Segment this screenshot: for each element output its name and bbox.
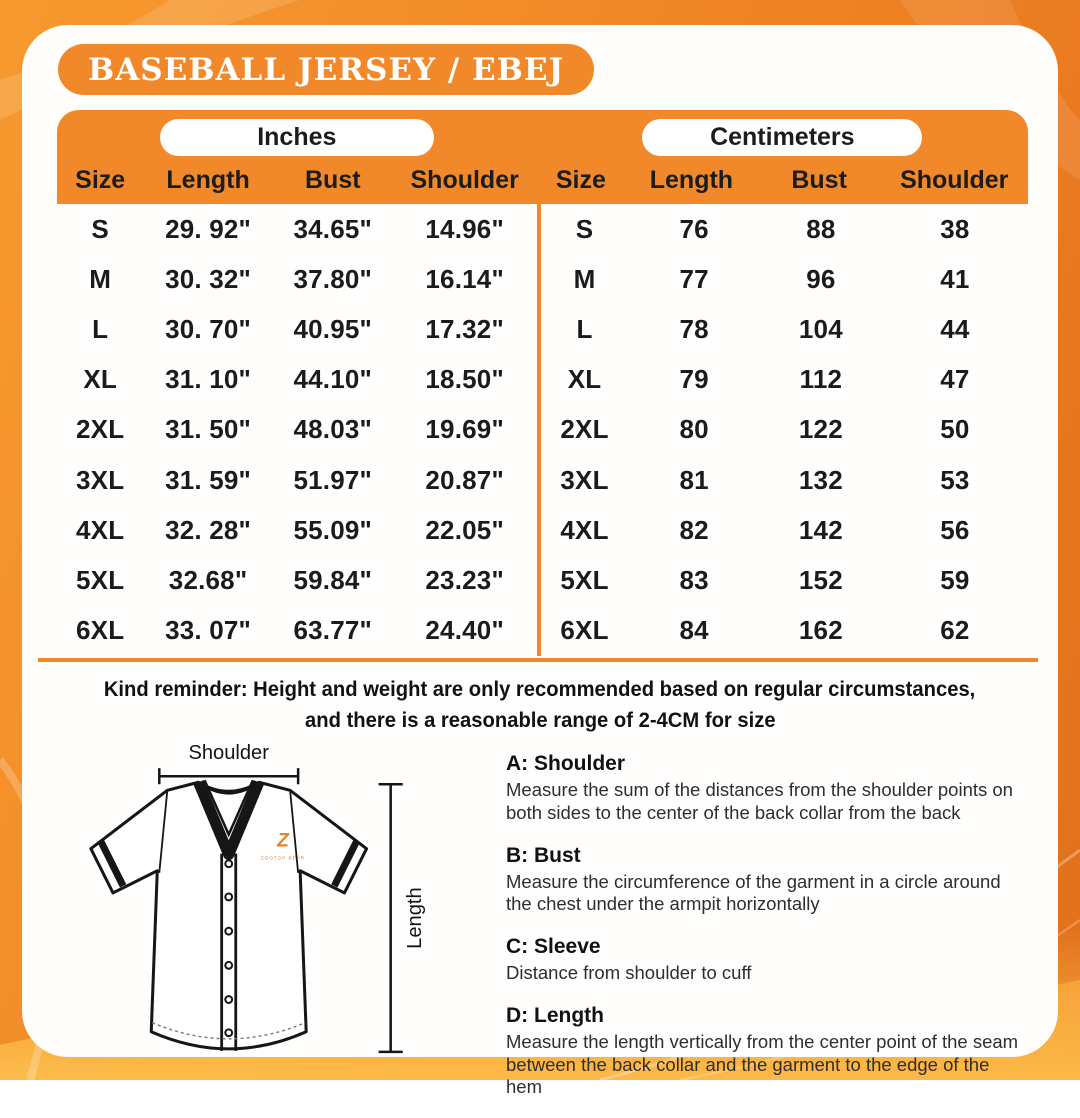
table-cell: 80 bbox=[679, 414, 709, 445]
table-cell: 20.87" bbox=[425, 464, 504, 495]
table-cell: 2XL bbox=[560, 414, 609, 445]
cm-header-group bbox=[537, 119, 1028, 204]
table-cell: 5XL bbox=[76, 564, 125, 595]
table-cell: XL bbox=[83, 364, 117, 395]
table-cell: 3XL bbox=[560, 464, 609, 495]
diagram-shoulder-label: Shoulder bbox=[188, 742, 269, 765]
table-cell: 29. 92" bbox=[165, 213, 252, 244]
table-cell: 44 bbox=[940, 313, 970, 344]
column-header-shoulder: Shoulder bbox=[900, 165, 1009, 194]
table-cell: 63.77" bbox=[293, 615, 373, 646]
table-cell: 31. 59" bbox=[165, 464, 252, 495]
table-row bbox=[541, 505, 1028, 555]
table-cell: 82 bbox=[679, 514, 709, 545]
column-header-size: Size bbox=[75, 165, 126, 194]
table-cell: 59.84" bbox=[293, 564, 373, 595]
table-row bbox=[57, 204, 537, 254]
table-cell: 31. 10" bbox=[165, 364, 252, 395]
table-cell: 19.69" bbox=[425, 414, 504, 445]
table-cell: S bbox=[91, 213, 109, 244]
guide-item-text: Measure the length vertically from the center point of the seam between the back collar and the garment to the edge of the hem bbox=[506, 1030, 1019, 1098]
unit-badge-inches: Inches bbox=[160, 119, 433, 156]
guide-item-title: A: Shoulder bbox=[506, 752, 625, 776]
table-row bbox=[541, 555, 1028, 605]
table-cell: 48.03" bbox=[293, 414, 373, 445]
reminder-line-1: Kind reminder: Height and weight are only recommended based on regular circumstances, bbox=[104, 676, 976, 701]
table-cell: 62 bbox=[940, 615, 970, 646]
table-cell: 5XL bbox=[560, 564, 609, 595]
table-cell: 37.80" bbox=[293, 263, 373, 294]
table-cell: M bbox=[89, 263, 112, 294]
table-cell: 78 bbox=[679, 313, 709, 344]
reminder-line-2: and there is a reasonable range of 2-4CM for size bbox=[304, 707, 776, 732]
column-header-bust: Bust bbox=[305, 165, 361, 194]
table-cell: L bbox=[92, 313, 109, 344]
table-cell: 132 bbox=[798, 464, 843, 495]
table-cell: 18.50" bbox=[425, 364, 504, 395]
guide-item-text: Measure the sum of the distances from the shoulder points on both sides to the center of the back collar from the back bbox=[506, 779, 1013, 823]
product-title: BASEBALL JERSEY / EBEJ bbox=[88, 51, 565, 88]
table-cell: 41 bbox=[940, 263, 970, 294]
guide-item-sleeve bbox=[506, 935, 1024, 985]
jersey-diagram-svg bbox=[62, 742, 492, 1074]
column-header-shoulder: Shoulder bbox=[410, 165, 519, 194]
jersey-outline bbox=[91, 782, 367, 1049]
table-cell: S bbox=[575, 213, 594, 244]
table-row bbox=[57, 505, 537, 555]
table-row bbox=[541, 355, 1028, 405]
table-cell: 104 bbox=[798, 313, 843, 344]
table-cell: 22.05" bbox=[425, 514, 504, 545]
column-header-bust: Bust bbox=[791, 165, 847, 194]
table-cell: 2XL bbox=[76, 414, 125, 445]
inches-column-headers bbox=[57, 156, 537, 204]
guide-item-title: D: Length bbox=[506, 1003, 604, 1027]
table-cell: 16.14" bbox=[425, 263, 504, 294]
table-cell: 30. 32" bbox=[165, 263, 252, 294]
table-cell: 32. 28" bbox=[165, 514, 252, 545]
table-cell: 4XL bbox=[76, 514, 125, 545]
table-cell: 24.40" bbox=[425, 615, 504, 646]
table-cell: 83 bbox=[679, 564, 709, 595]
guide-item-title: C: Sleeve bbox=[506, 935, 601, 959]
table-cell: 50 bbox=[940, 414, 970, 445]
table-cell: 6XL bbox=[76, 615, 125, 646]
column-header-length: Length bbox=[649, 165, 734, 194]
table-cell: 55.09" bbox=[293, 514, 373, 545]
cm-column-headers bbox=[537, 156, 1028, 204]
table-cell: 53 bbox=[940, 464, 970, 495]
table-cell: 51.97" bbox=[293, 464, 373, 495]
table-cell: 17.32" bbox=[425, 313, 504, 344]
table-cell: 33. 07" bbox=[165, 615, 252, 646]
table-cell: 31. 50" bbox=[165, 414, 252, 445]
table-row bbox=[541, 606, 1028, 656]
guide-item-bust bbox=[506, 844, 1024, 917]
table-row bbox=[57, 355, 537, 405]
table-cell: 122 bbox=[798, 414, 843, 445]
measurement-guide bbox=[492, 742, 1024, 1118]
table-cell: 84 bbox=[679, 615, 709, 646]
size-table-body bbox=[57, 204, 1028, 656]
guide-item-text: Distance from shoulder to cuff bbox=[506, 962, 752, 984]
table-row bbox=[57, 304, 537, 354]
table-row bbox=[541, 455, 1028, 505]
table-cell: 112 bbox=[799, 364, 843, 395]
guide-item-text: Measure the circumference of the garment in a circle around the chest under the armpit horizontally bbox=[506, 870, 1001, 915]
table-cell: XL bbox=[567, 364, 602, 395]
table-cell: 3XL bbox=[76, 464, 125, 495]
table-cell: 162 bbox=[798, 615, 843, 646]
unit-badge-centimeters: Centimeters bbox=[642, 119, 922, 156]
table-cell: L bbox=[576, 313, 593, 344]
size-table-header bbox=[57, 110, 1028, 204]
table-cell: 40.95" bbox=[293, 313, 373, 344]
table-cell: M bbox=[573, 263, 596, 294]
brand-logo-caption: ZOOTOP BEAR bbox=[260, 855, 306, 861]
table-row bbox=[57, 606, 537, 656]
table-cell: 81 bbox=[679, 464, 709, 495]
diagram-length-label: Length bbox=[403, 887, 426, 949]
kind-reminder bbox=[32, 674, 1048, 736]
table-row bbox=[541, 254, 1028, 304]
table-cell: 47 bbox=[940, 364, 970, 395]
table-row bbox=[57, 254, 537, 304]
table-row bbox=[57, 405, 537, 455]
measurement-section bbox=[62, 742, 1024, 1118]
table-row bbox=[57, 455, 537, 505]
brand-logo-mark: Z bbox=[277, 830, 289, 852]
table-cell: 32.68" bbox=[168, 564, 248, 595]
inches-header-group bbox=[57, 119, 537, 204]
table-cell: 142 bbox=[798, 514, 843, 545]
table-cell: 76 bbox=[679, 213, 709, 244]
product-title-badge bbox=[58, 44, 594, 95]
table-row bbox=[541, 405, 1028, 455]
table-row bbox=[541, 304, 1028, 354]
table-cell: 6XL bbox=[560, 615, 609, 646]
table-cell: 56 bbox=[940, 514, 970, 545]
jersey-measurement-diagram bbox=[62, 742, 492, 1118]
table-cell: 23.23" bbox=[425, 564, 504, 595]
table-cell: 79 bbox=[679, 364, 709, 395]
table-cell: 96 bbox=[806, 263, 836, 294]
table-cell: 38 bbox=[940, 213, 970, 244]
table-cell: 44.10" bbox=[293, 364, 373, 395]
cm-table-body bbox=[541, 204, 1028, 656]
table-row bbox=[541, 204, 1028, 254]
table-cell: 88 bbox=[806, 213, 836, 244]
table-cell: 4XL bbox=[560, 514, 609, 545]
column-header-size: Size bbox=[555, 165, 606, 194]
guide-item-shoulder bbox=[506, 752, 1024, 825]
table-row bbox=[57, 555, 537, 605]
table-cell: 34.65" bbox=[293, 213, 373, 244]
table-cell: 14.96" bbox=[425, 213, 504, 244]
table-cell: 77 bbox=[679, 263, 709, 294]
column-header-length: Length bbox=[166, 165, 250, 194]
size-table bbox=[57, 110, 1028, 656]
guide-item-length bbox=[506, 1004, 1024, 1099]
table-cell: 152 bbox=[798, 564, 843, 595]
size-chart-card bbox=[22, 25, 1058, 1098]
guide-item-title: B: Bust bbox=[506, 843, 581, 867]
inches-table-body bbox=[57, 204, 537, 656]
section-divider bbox=[38, 658, 1038, 662]
table-cell: 59 bbox=[940, 564, 970, 595]
table-cell: 30. 70" bbox=[165, 313, 252, 344]
